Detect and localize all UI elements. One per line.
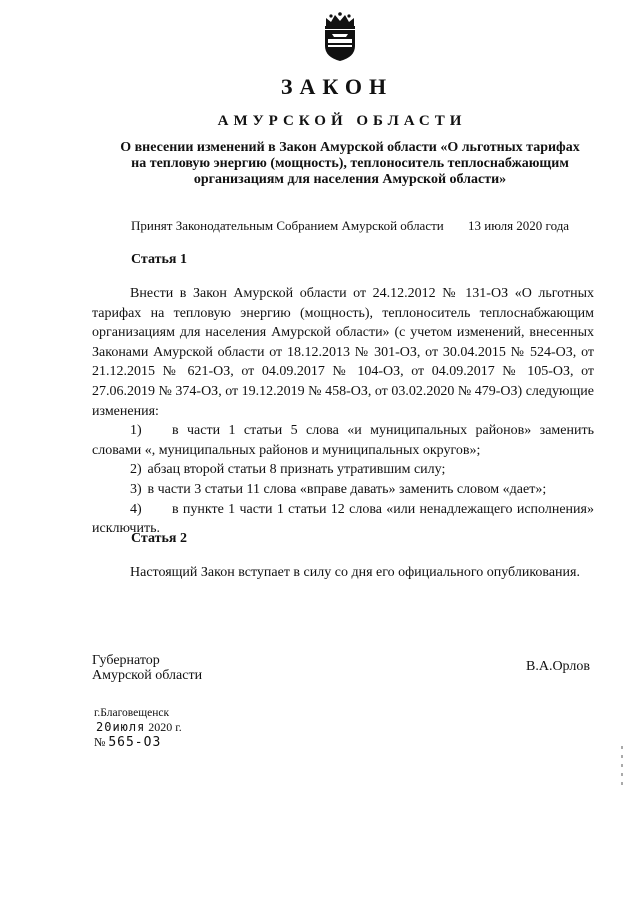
list-item-number: 4) — [130, 501, 142, 517]
article-1-body — [92, 284, 594, 539]
article-1-intro: Внести в Закон Амурской области от 24.12.2012 № 131-ОЗ «О льготных тарифах на тепловую энергию (мощность), теплоноситель теплоснабжающим организациям для населения Амурской области» (с учетом изменений, внесенных Законами Амурской области от 18.12.2013 № 301-ОЗ, от 30.04.2015 № 524-ОЗ, от 21.12.2015 № 621-ОЗ, от 04.09.2017 № 104-ОЗ, от 04.09.2017 № 105-ОЗ, от 27.06.2019 № 374-ОЗ, от 19.12.2019 № 458-ОЗ, от 03.02.2020 № 479-ОЗ) следующие изменения: — [92, 286, 594, 419]
signatory-name: В.А.Орлов — [526, 659, 590, 674]
list-item — [92, 421, 594, 460]
adoption-label: Принят Законодательным Собранием Амурской области — [131, 218, 444, 233]
signatory-position-line: Амурской области — [92, 668, 203, 683]
signing-year: 2020 г. — [148, 720, 182, 734]
adoption-date: 13 июля 2020 года — [468, 218, 570, 233]
article-2-text: Настоящий Закон вступает в силу со дня его официального опубликования. — [130, 565, 580, 580]
law-number — [94, 735, 182, 750]
adoption-line — [131, 218, 571, 234]
article-1-heading: Статья 1 — [131, 252, 187, 267]
amur-region-coat-of-arms-icon — [318, 12, 362, 62]
signing-date — [94, 720, 182, 735]
law-name-line: организациям для населения Амурской области» — [193, 172, 507, 187]
law-name-line: на тепловую энергию (мощность), теплоноситель теплоснабжающим — [131, 156, 569, 171]
list-item-number: 3) — [130, 481, 142, 497]
list-item-number: 1) — [130, 423, 142, 439]
article-2-heading: Статья 2 — [131, 531, 187, 546]
list-item — [92, 460, 594, 480]
list-item — [92, 480, 594, 500]
city: г.Благовещенск — [94, 707, 170, 719]
handwritten-date: 20июля — [96, 720, 146, 734]
document-subtitle: АМУРСКОЙ ОБЛАСТИ — [217, 113, 467, 129]
article-2-body — [92, 563, 594, 583]
signatory-position-line: Губернатор — [92, 653, 160, 668]
list-item-text: в части 3 статьи 11 слова «вправе давать» заменить словом «дает»; — [147, 481, 547, 497]
place-and-date — [94, 706, 182, 750]
list-item-text: абзац второй статьи 8 признать утратившим силу; — [147, 462, 446, 478]
handwritten-number: 565-ОЗ — [108, 735, 162, 750]
document-title: ЗАКОН — [280, 74, 394, 99]
list-item-text: в пункте 1 части 1 статьи 12 слова «или ненадлежащего исполнения» исключить. — [92, 501, 594, 537]
list-item-text: в части 1 статьи 5 слова «и муниципальных районов» заменить словами «, муниципальных районов и муниципальных округов»; — [92, 423, 594, 458]
number-prefix: № — [94, 735, 106, 749]
scan-edge-marks — [621, 740, 625, 800]
law-name — [100, 140, 600, 188]
list-item-number: 2) — [130, 462, 142, 478]
law-name-line: О внесении изменений в Закон Амурской области «О льготных тарифах — [120, 140, 580, 155]
signatory-position — [92, 653, 202, 683]
